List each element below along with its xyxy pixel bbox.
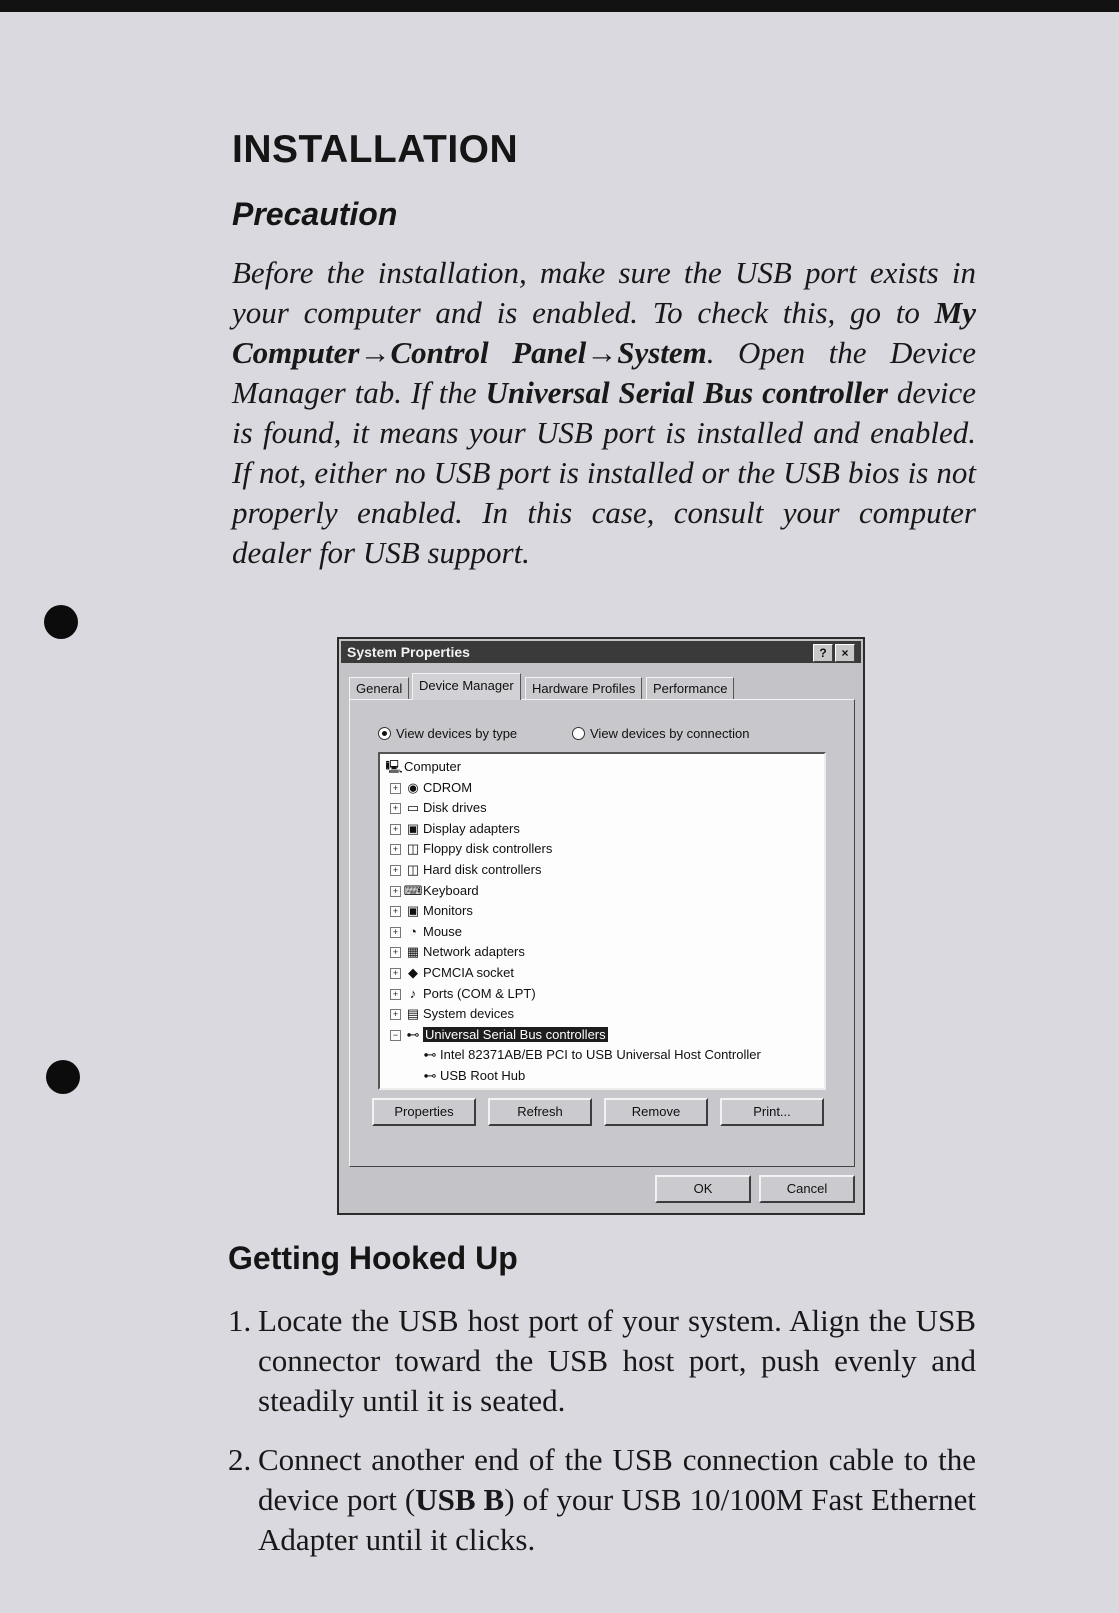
usb-controller-term: Universal Serial Bus controller [485,375,888,410]
tree-item-floppy[interactable] [384,839,824,860]
radio-view-by-connection[interactable] [572,726,749,741]
menu-path: My Computer→Control Panel→System [232,295,976,370]
step-number: 2. [228,1442,252,1477]
tab-performance[interactable]: Performance [646,677,734,700]
tree-label: Monitors [423,903,473,919]
tree-item-display-adapters[interactable] [384,819,824,840]
properties-button[interactable]: Properties [372,1098,476,1126]
display-icon: ▣ [406,820,420,836]
hard-disk-icon: ◫ [406,861,420,877]
help-button[interactable]: ? [813,644,833,662]
port-icon: ♪ [409,985,417,1001]
top-edge-bar [0,0,1119,12]
pcmcia-icon: ◆ [408,964,418,980]
device-manager-panel [349,699,855,1167]
usb-icon: ⊷ [423,1047,437,1063]
precaution-text: Before the installation, make sure the USB port exists in your computer and is enabled. To check this, go to [232,255,976,330]
expand-icon[interactable]: + [390,968,401,979]
precaution-paragraph [232,253,976,573]
dialog-title: System Properties [347,644,470,660]
step-text: ) of your USB 10/100M Fast Ethernet Adapter until it clicks. [258,1482,976,1557]
expand-icon[interactable]: + [390,906,401,917]
precaution-heading: Precaution [232,196,398,232]
tree-item-hard-disk[interactable] [384,860,824,881]
collapse-icon[interactable]: − [390,1030,401,1041]
expand-icon[interactable]: + [390,783,401,794]
tree-item-keyboard[interactable] [384,881,824,902]
radio-empty-icon [572,727,585,740]
tree-item-mouse[interactable] [384,922,824,943]
system-properties-dialog [337,637,865,1215]
cancel-button[interactable]: Cancel [759,1175,855,1203]
tab-device-manager[interactable]: Device Manager [412,673,521,700]
system-icon: ▤ [406,1006,420,1022]
tree-label: CDROM [423,779,473,795]
tree-label: Ports (COM & LPT) [423,985,536,1001]
tree-label: Computer [404,759,462,774]
tree-item-pcmcia[interactable] [384,963,824,984]
tree-label: Mouse [423,923,463,939]
network-icon: ▦ [406,944,420,960]
steps-list [228,1301,976,1560]
floppy-icon: ◫ [406,841,420,857]
radio-label: View devices by type [396,726,518,741]
cdrom-icon: ◉ [407,779,419,795]
expand-icon[interactable]: + [390,1009,401,1020]
binder-hole [46,1060,80,1094]
tree-item-system-devices[interactable] [384,1004,824,1025]
remove-button[interactable]: Remove [604,1098,708,1126]
tree-item-usb-root-hub[interactable] [384,1066,824,1087]
print-button[interactable]: Print... [720,1098,824,1126]
tree-label: Display adapters [423,820,520,836]
mouse-icon: ◔ [409,923,417,939]
tree-label: Keyboard [423,882,479,898]
binder-hole [44,605,78,639]
tree-label: Network adapters [423,944,525,960]
step-text: Locate the USB host port of your system. Align the USB connector toward the USB host port, push evenly and steadily until it is seated. [258,1303,976,1418]
list-item [228,1301,976,1421]
tab-general[interactable]: General [349,677,409,700]
step-number: 1. [228,1303,252,1338]
tab-hardware-profiles[interactable]: Hardware Profiles [525,677,642,700]
device-tree [378,752,826,1090]
tree-label: Floppy disk controllers [423,841,553,857]
ok-button[interactable]: OK [655,1175,751,1203]
tree-item-disk-drives[interactable] [384,798,824,819]
tree-label: System devices [423,1006,515,1022]
step-text: Connect another end of the USB connection cable to the device port ( [258,1442,976,1517]
list-item [228,1440,976,1560]
tree-item-monitors[interactable] [384,901,824,922]
hooked-up-heading: Getting Hooked Up [228,1240,518,1276]
tree-item-network[interactable] [384,942,824,963]
expand-icon[interactable]: + [390,865,401,876]
expand-icon[interactable]: + [390,947,401,958]
tree-item-usb-host[interactable] [384,1045,824,1066]
expand-icon[interactable]: + [390,803,401,814]
radio-selected-icon [378,727,391,740]
tree-item-ports[interactable] [384,984,824,1005]
keyboard-icon: ⌨ [403,882,423,898]
expand-icon[interactable]: + [390,927,401,938]
dialog-titlebar [341,641,861,663]
radio-label: View devices by connection [590,726,750,741]
usb-icon: ⊷ [423,1067,437,1083]
tree-label: Disk drives [423,800,487,816]
usb-icon: ⊷ [406,1026,420,1042]
tree-label: Hard disk controllers [423,861,542,877]
hooked-up-section [228,1240,976,1579]
tree-root[interactable] [384,757,824,778]
installation-section [232,128,976,573]
expand-icon[interactable]: + [390,824,401,835]
tree-label: Intel 82371AB/EB PCI to USB Universal Host Controller [440,1047,761,1063]
usb-b-term: USB B [415,1482,505,1517]
expand-icon[interactable]: + [390,886,401,897]
radio-view-by-type[interactable] [378,726,517,741]
tree-label: PCMCIA socket [423,964,515,980]
computer-icon: 🖳 [385,759,403,774]
disk-icon: ▭ [406,800,420,816]
tree-item-usb-controllers[interactable] [384,1025,824,1046]
precaution-text: . Open the Device Manager tab. If the [232,335,976,410]
expand-icon[interactable]: + [390,844,401,855]
expand-icon[interactable]: + [390,989,401,1000]
tree-item-cdrom[interactable] [384,778,824,799]
tree-label: USB Root Hub [440,1067,526,1083]
close-icon[interactable]: × [835,644,855,662]
page-title: INSTALLATION [232,128,519,171]
refresh-button[interactable]: Refresh [488,1098,592,1126]
precaution-text: device is found, it means your USB port is installed and enabled. If not, either no USB port is installed or the USB bios is not properly enabled. In this case, consult your computer dealer for USB support. [232,375,976,570]
tree-label-selected: Universal Serial Bus controllers [425,1026,606,1042]
monitor-icon: ▣ [406,903,420,919]
